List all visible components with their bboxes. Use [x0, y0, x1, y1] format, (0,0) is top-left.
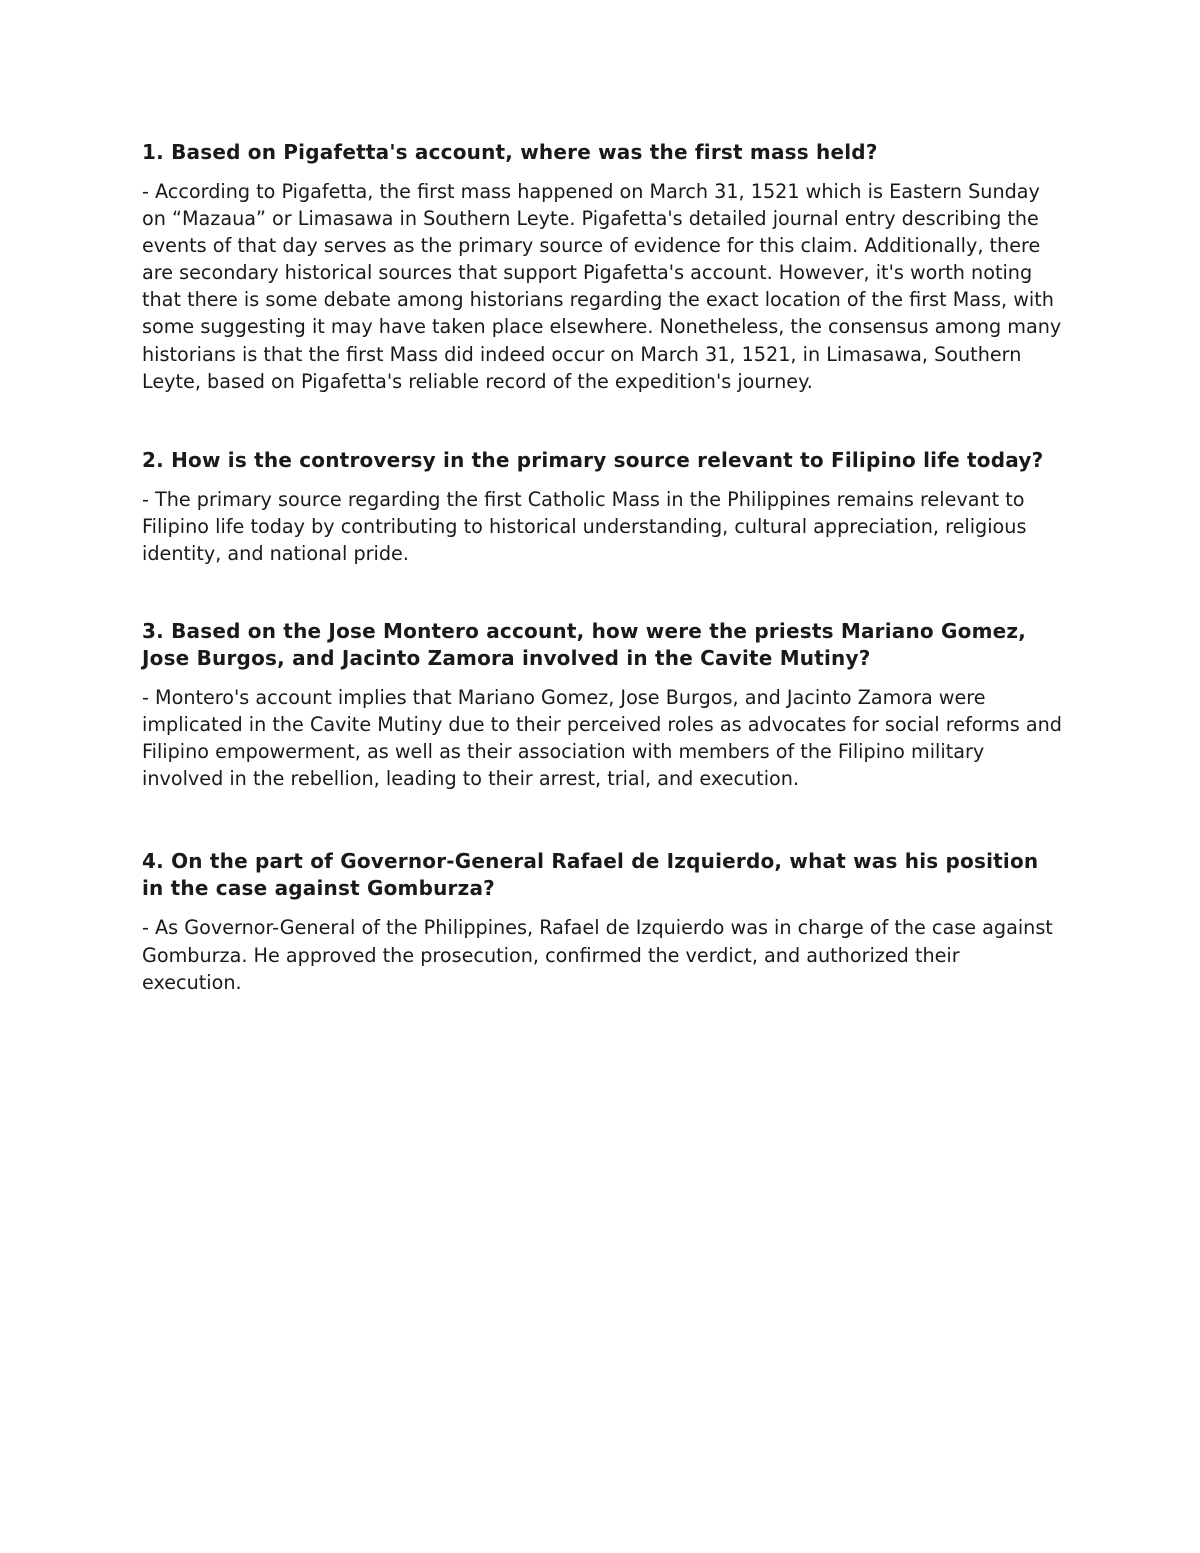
answer-1: - According to Pigafetta, the first mass happened on March 31, 1521 which is Eastern Sunday on “Mazaua” or Limasawa in Southern Leyte. Pigafetta's detailed journal entry describing the events of that day serves as the primary source of evidence for this claim. Additionally, there are secondary historical sources that support Pigafetta's account. However, it's worth noting that there is some debate among historians regarding the exact location of the first Mass, with some suggesting it may have taken place elsewhere. Nonetheless, the consensus among many historians is that the first Mass did indeed occur on March 31, 1521, in Limasawa, Southern Leyte, based on Pigafetta's reliable record of the expedition's journey. — [142, 180, 1062, 393]
qa-item-4 — [142, 848, 1062, 995]
question-1: 1. Based on Pigafetta's account, where was the first mass held? — [142, 140, 878, 164]
question-4: 4. On the part of Governor-General Rafael de Izquierdo, what was his position in the case against Gomburza? — [142, 849, 1039, 901]
question-3: 3. Based on the Jose Montero account, how were the priests Mariano Gomez, Jose Burgos, and Jacinto Zamora involved in the Cavite Mutiny? — [142, 619, 1027, 671]
qa-item-1 — [142, 139, 1062, 395]
qa-item-2 — [142, 447, 1062, 567]
answer-2: - The primary source regarding the first Catholic Mass in the Philippines remains relevant to Filipino life today by contributing to historical understanding, cultural appreciation, religious identity, and national pride. — [142, 487, 1027, 565]
qa-item-3 — [142, 618, 1062, 792]
answer-3: - Montero's account implies that Mariano Gomez, Jose Burgos, and Jacinto Zamora were implicated in the Cavite Mutiny due to their perceived roles as advocates for social reforms and Filipino empowerment, as well as their association with members of the Filipino military involved in the rebellion, leading to their arrest, trial, and execution. — [142, 686, 1062, 791]
document-page — [142, 139, 1062, 996]
question-2: 2. How is the controversy in the primary source relevant to Filipino life today? — [142, 447, 1044, 472]
answer-4: - As Governor-General of the Philippines, Rafael de Izquierdo was in charge of the case against Gomburza. He approved the prosecution, confirmed the verdict, and authorized their execution. — [142, 916, 1053, 994]
